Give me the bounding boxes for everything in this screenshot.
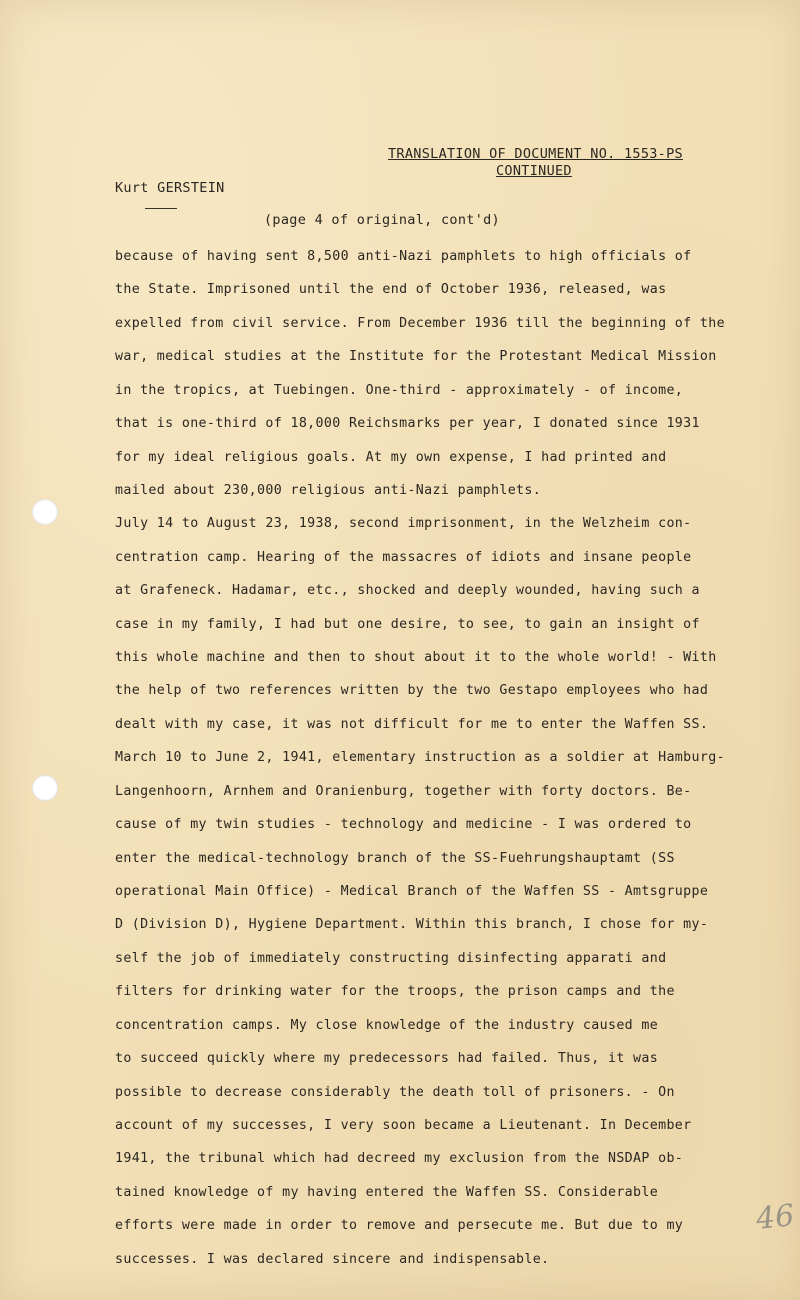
text-line: mailed about 230,000 religious anti-Nazi pamphlets. <box>115 482 542 498</box>
text-line: case in my family, I had but one desire, to see, to gain an insight of <box>115 616 700 632</box>
text-line: this whole machine and then to shout about it to the whole world! - With <box>115 650 717 666</box>
document-header <box>388 146 708 180</box>
author-underline <box>145 208 177 209</box>
text-line: D (Division D), Hygiene Department. Within this branch, I chose for my- <box>115 917 709 933</box>
text-line: possible to decrease considerably the death toll of prisoners. - On <box>115 1084 675 1100</box>
text-line: Langenhoorn, Arnhem and Oranienburg, together with forty doctors. Be- <box>115 783 692 799</box>
text-line: filters for drinking water for the troops, the prison camps and the <box>115 984 675 1000</box>
text-line: self the job of immediately constructing disinfecting apparati and <box>115 950 667 966</box>
text-line: that is one-third of 18,000 Reichsmarks per year, I donated since 1931 <box>115 416 700 432</box>
text-line: in the tropics, at Tuebingen. One-third - approximately - of income, <box>115 382 684 398</box>
text-line: enter the medical-technology branch of the SS-Fuehrungshauptamt (SS <box>115 850 675 866</box>
text-line: war, medical studies at the Institute for the Protestant Medical Mission <box>115 349 717 365</box>
text-line: operational Main Office) - Medical Branch of the Waffen SS - Amtsgruppe <box>115 884 709 900</box>
text-line: dealt with my case, it was not difficult for me to enter the Waffen SS. <box>115 716 709 732</box>
text-line: because of having sent 8,500 anti-Nazi pamphlets to high officials of <box>115 249 692 264</box>
text-line: at Grafeneck. Hadamar, etc., shocked and deeply wounded, having such a <box>115 583 700 599</box>
punch-hole <box>32 775 58 801</box>
text-line: July 14 to August 23, 1938, second imprisonment, in the Welzheim con- <box>115 516 692 532</box>
text-line: efforts were made in order to remove and persecute me. But due to my <box>115 1218 684 1234</box>
author-name: Kurt GERSTEIN <box>115 180 225 196</box>
folio-mark: 46 <box>754 1198 796 1237</box>
text-line: account of my successes, I very soon became a Lieutenant. In December <box>115 1117 692 1133</box>
text-line: expelled from civil service. From December 1936 till the beginning of the <box>115 315 725 331</box>
text-line: 1941, the tribunal which had decreed my exclusion from the NSDAP ob- <box>115 1151 684 1167</box>
continued-label: CONTINUED <box>496 163 572 179</box>
text-line: tained knowledge of my having entered the Waffen SS. Considerable <box>115 1184 659 1200</box>
body-text <box>115 247 735 1283</box>
punch-hole <box>32 499 58 525</box>
text-line: centration camp. Hearing of the massacres of idiots and insane people <box>115 549 692 565</box>
text-line: cause of my twin studies - technology and medicine - I was ordered to <box>115 817 692 833</box>
document-title: TRANSLATION OF DOCUMENT NO. 1553-PS <box>388 146 683 162</box>
text-line: the help of two references written by the two Gestapo employees who had <box>115 683 709 699</box>
text-line: successes. I was declared sincere and indispensable. <box>115 1251 550 1267</box>
text-line: the State. Imprisoned until the end of October 1936, released, was <box>115 282 667 298</box>
page-note: (page 4 of original, cont'd) <box>264 212 500 228</box>
text-line: to succeed quickly where my predecessors had failed. Thus, it was <box>115 1051 659 1067</box>
text-line: March 10 to June 2, 1941, elementary instruction as a soldier at Hamburg- <box>115 750 725 766</box>
text-line: for my ideal religious goals. At my own expense, I had printed and <box>115 449 667 465</box>
text-line: concentration camps. My close knowledge of the industry caused me <box>115 1017 659 1033</box>
